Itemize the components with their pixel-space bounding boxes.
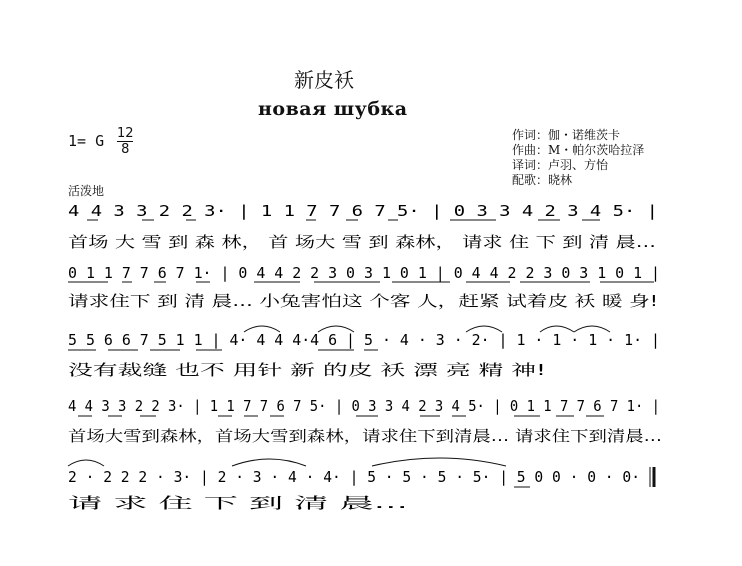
time-signature-bottom: 8	[121, 142, 130, 157]
final-barline	[650, 467, 654, 487]
row-5-lyrics: 请 求 住 下 到 清 晨…	[68, 494, 408, 512]
row-4-notes: 4 4 3 3 2 2 3· | 1 1 7 7 6 7 5· | 0 3 3 4 2 3 4 5· | 0 1 1 7 7 6 7 1· |	[68, 397, 660, 415]
key-signature: 1= G	[68, 132, 105, 150]
row-5-notes: 2 · 2 2 2 · 3· | 2 · 3 · 4 · 4· | 5 · 5 · 5 · 5· | 5 0 0 · 0 · 0·	[68, 468, 640, 486]
row-3-lyrics: 没有裁缝 也不 用针 新 的皮 袄 漂 亮 精 神!	[68, 361, 546, 379]
row-5-slurs	[68, 458, 506, 466]
time-signature-top: 12	[117, 126, 134, 141]
tempo-marking: 活泼地	[68, 184, 105, 198]
row-4-lyrics: 首场大雪到森林，首场大雪到森林，请求住下到清晨… 请求住下到清晨…	[68, 427, 662, 445]
song-title-chinese: 新皮袄	[294, 68, 354, 92]
credit-lyricist: 作词：伽・诺维茨卡	[512, 128, 621, 142]
credit-translator: 译词：卢羽、方怡	[512, 158, 609, 172]
row-2-lyrics: 请求住下 到 清 晨… 小兔害怕这 个客 人，赶紧 试着皮 袄 暖 身!	[68, 292, 658, 310]
row-2-notes: 0 1 1 7 7 6 7 1· | 0 4 4 2 2 3 0 3 1 0 1 | 0 4 4 2 2 3 0 3 1 0 1 |	[68, 264, 660, 282]
credit-arranger: 配歌：晓林	[512, 173, 573, 187]
row-1-lyrics: 首场 大 雪 到 森 林， 首 场大 雪 到 森林， 请求 住 下 到 清 晨…	[68, 233, 656, 251]
song-title-russian: новая шубка	[258, 98, 408, 120]
row-3-notes: 5 5 6 6 7 5 1 1 | 4· 4 4 4·4 6 | 5 · 4 · 3 · 2· | 1 · 1 · 1 · 1· |	[68, 331, 660, 349]
cropped-footer-text	[66, 548, 196, 558]
row-1-notes: 4 4 3 3 2 2 3· | 1 1 7 7 6 7 5· | 0 3 3 4 2 3 4 5· |	[68, 202, 658, 220]
credit-composer: 作曲：M・帕尔茨哈拉泽	[512, 143, 645, 157]
